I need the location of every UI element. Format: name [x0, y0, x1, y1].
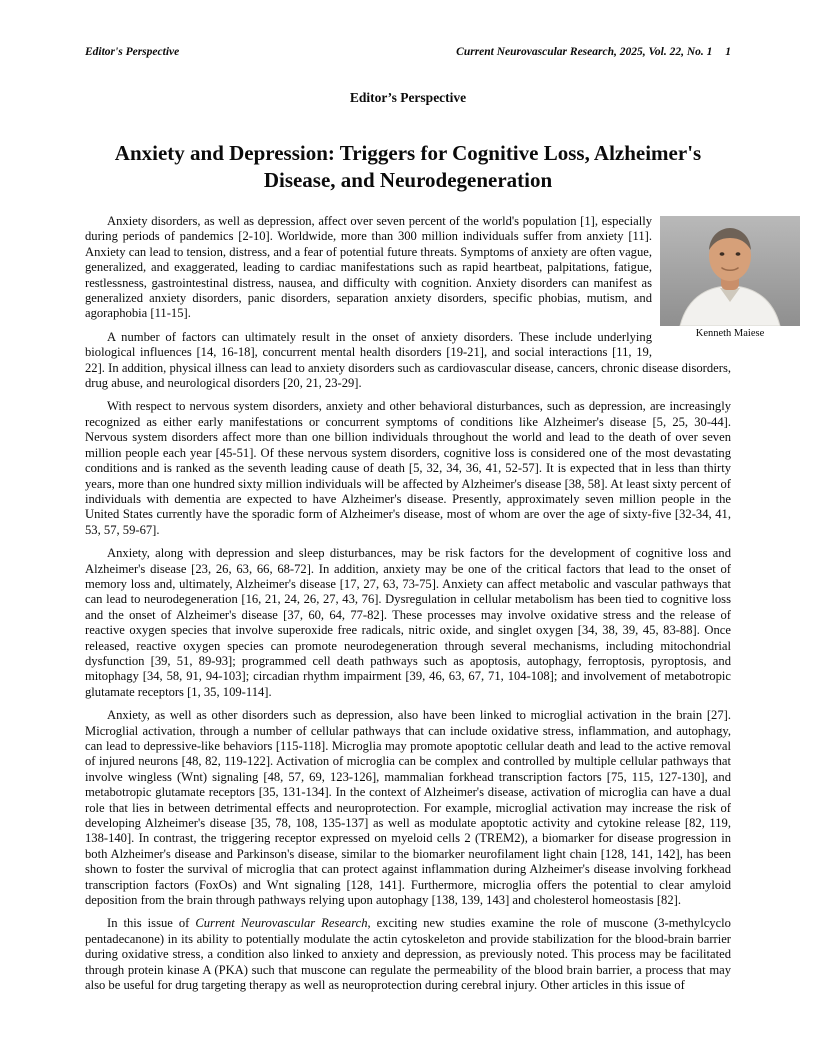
author-photo: [660, 216, 800, 326]
running-head: [85, 46, 731, 58]
paragraph-6-lead: In this issue of: [107, 916, 196, 931]
article-title: Anxiety and Depression: Triggers for Cognitive Loss, Alzheimer's Disease, and Neurodegeneration: [114, 141, 702, 192]
running-head-citation-group: [456, 46, 731, 58]
journal-name-inline: Current Neurovascular Research: [195, 916, 368, 931]
paragraph-2: A number of factors can ultimately result in the onset of anxiety disorders. These include underlying biological influences [14, 16-18], concurrent mental health disorders [19-21], and social interactions [11, 19, 22]. In addition, physical illness can lead to anxiety disorders such as cardiovascular disease, cancers, chronic disease disorders, drug abuse, and neurological disorders [20, 21, 23-29].: [85, 329, 731, 391]
page-number: 1: [725, 46, 731, 58]
paragraph-3: With respect to nervous system disorders, anxiety and other behavioral disturbances, such as depression, are increasingly recognized as either early manifestations or concurrent symptoms of conditions like Alzheimer's disease [5, 25, 30-44]. Nervous system disorders affect more than one billion individuals throughout the world and lead to the death of over seven million people each year [45-51]. Of these nervous system disorders, cognitive loss is considered one of the most devastating conditions and is ranked as the seventh leading cause of death [5, 32, 34, 36, 41, 52-57]. It is expected that in less than thirty years, more than one hundred sixty million individuals will be affected by Alzheimer's disease [38, 58]. At least sixty percent of individuals with dementia are expected to have Alzheimer's disease. Presently, approximately seven million people in the United States currently have the sporadic form of Alzheimer's disease, most of whom are over the age of sixty-five [32-34, 41, 53, 57, 59-67].: [85, 399, 731, 537]
article-body: [85, 214, 765, 994]
author-photo-caption: Kenneth Maiese: [695, 328, 765, 339]
paragraph-6: [85, 916, 731, 993]
paragraph-1: Anxiety disorders, as well as depression, affect over seven percent of the world's population [1], especially during periods of pandemics [2-10]. Worldwide, more than 300 million individuals suffer from anxiety [11]. Anxiety can lead to tension, distress, and a fear of potential future threats. Symptoms of anxiety are often vague, generalized, and exaggerated, leading to cardiac manifestations such as rapid heartbeat, palpitations, fatigue, restlessness, gastrointestinal distress, nausea, and difficulty with cognition. Anxiety disorders can manifest as generalized anxiety disorders, panic disorders, separation anxiety disorders, specific phobias, mutism, and agoraphobia [11-15].: [85, 214, 652, 321]
paragraph-4: Anxiety, along with depression and sleep disturbances, may be risk factors for the development of cognitive loss and Alzheimer's disease [23, 26, 63, 66, 68-72]. In addition, anxiety may be one of the critical factors that lead to the onset of memory loss and, ultimately, Alzheimer's disease [17, 27, 63, 73-75]. Anxiety can affect metabolic and vascular pathways that can lead to neurodegeneration [16, 21, 24, 26, 27, 43, 76]. Dysregulation in cellular metabolism has been tied to cognitive loss and the onset of Alzheimer's disease [37, 60, 64, 77-82]. These processes may involve oxidative stress and the release of reactive oxygen species that involve superoxide free radicals, nitric oxide, and singlet oxygen [34, 38, 39, 45, 83-88]. Once released, reactive oxygen species can promote neurodegeneration through several mechanisms, including mitochondrial dysfunction [39, 51, 89-93]; programmed cell death pathways such as apoptosis, autophagy, ferroptosis, pyroptosis, and mitophagy [34, 58, 91, 94-103]; circadian rhythm impairment [39, 46, 63, 67, 71, 104-108]; and involvement of metabotropic glutamate receptors [1, 35, 109-114].: [85, 546, 731, 699]
running-head-journal: Current Neurovascular Research, 2025, Vol. 22, No. 1: [456, 46, 713, 58]
author-photo-block: [660, 216, 800, 340]
paragraph-6-rest: , exciting new studies examine the role of muscone (3-methylcyclo pentadecanone) in its ability to potentially modulate the actin cytoskeleton and provide stabilization for the blood-brain barrier during oxidative stress, a condition also linked to anxiety and depression, as previously noted. This process may be facilitated through protein kinase A (PKA) such that muscone can regulate the permeability of the blood brain barrier, a process that may also be useful for drug targeting therapy as well as neuroprotection during cerebral injury. Other articles in this issue of: [85, 916, 731, 993]
running-head-section: Editor's Perspective: [85, 46, 180, 58]
paragraph-5: Anxiety, as well as other disorders such as depression, also have been linked to microglial activation in the brain [27]. Microglial activation, through a number of cellular pathways that can include oxidative stress, inflammation, and autophagy, can lead to depressive-like behaviors [115-118]. Microglia may promote apoptotic cellular death and lead to the active removal of injured neurons [48, 82, 119-122]. Activation of microglia can be complex and controlled by multiple cellular pathways that involve wingless (Wnt) signaling [48, 57, 69, 123-126], mammalian forkhead transcription factors [75, 115, 127-130], and metabotropic glutamate receptors [35, 131-134]. In the context of Alzheimer's disease, activation of microglia can have a dual role that lies in between detrimental effects and neuroprotection. For example, microglial activation may increase the risk of developing Alzheimer's disease [35, 78, 108, 135-137] as well as modulate apoptotic activity and cytokine release [82, 119, 138-140]. In contrast, the triggering receptor expressed on myeloid cells 2 (TREM2), a biomarker for disease progression in both Alzheimer's disease and Parkinson's disease, similar to the biomarker neurofilament light chain [128, 141, 142], has been shown to foster the survival of microglia that can protect against inflammation during Alzheimer's disease involving forkhead transcription factors (FoxOs) and Wnt signaling [128, 141]. Furthermore, microglia offers the potential to clear amyloid deposition from the brain through pathways relying upon autophagy [138, 139, 143] and cholesterol homeostasis [82].: [85, 708, 731, 908]
section-label: Editor’s Perspective: [349, 90, 467, 105]
